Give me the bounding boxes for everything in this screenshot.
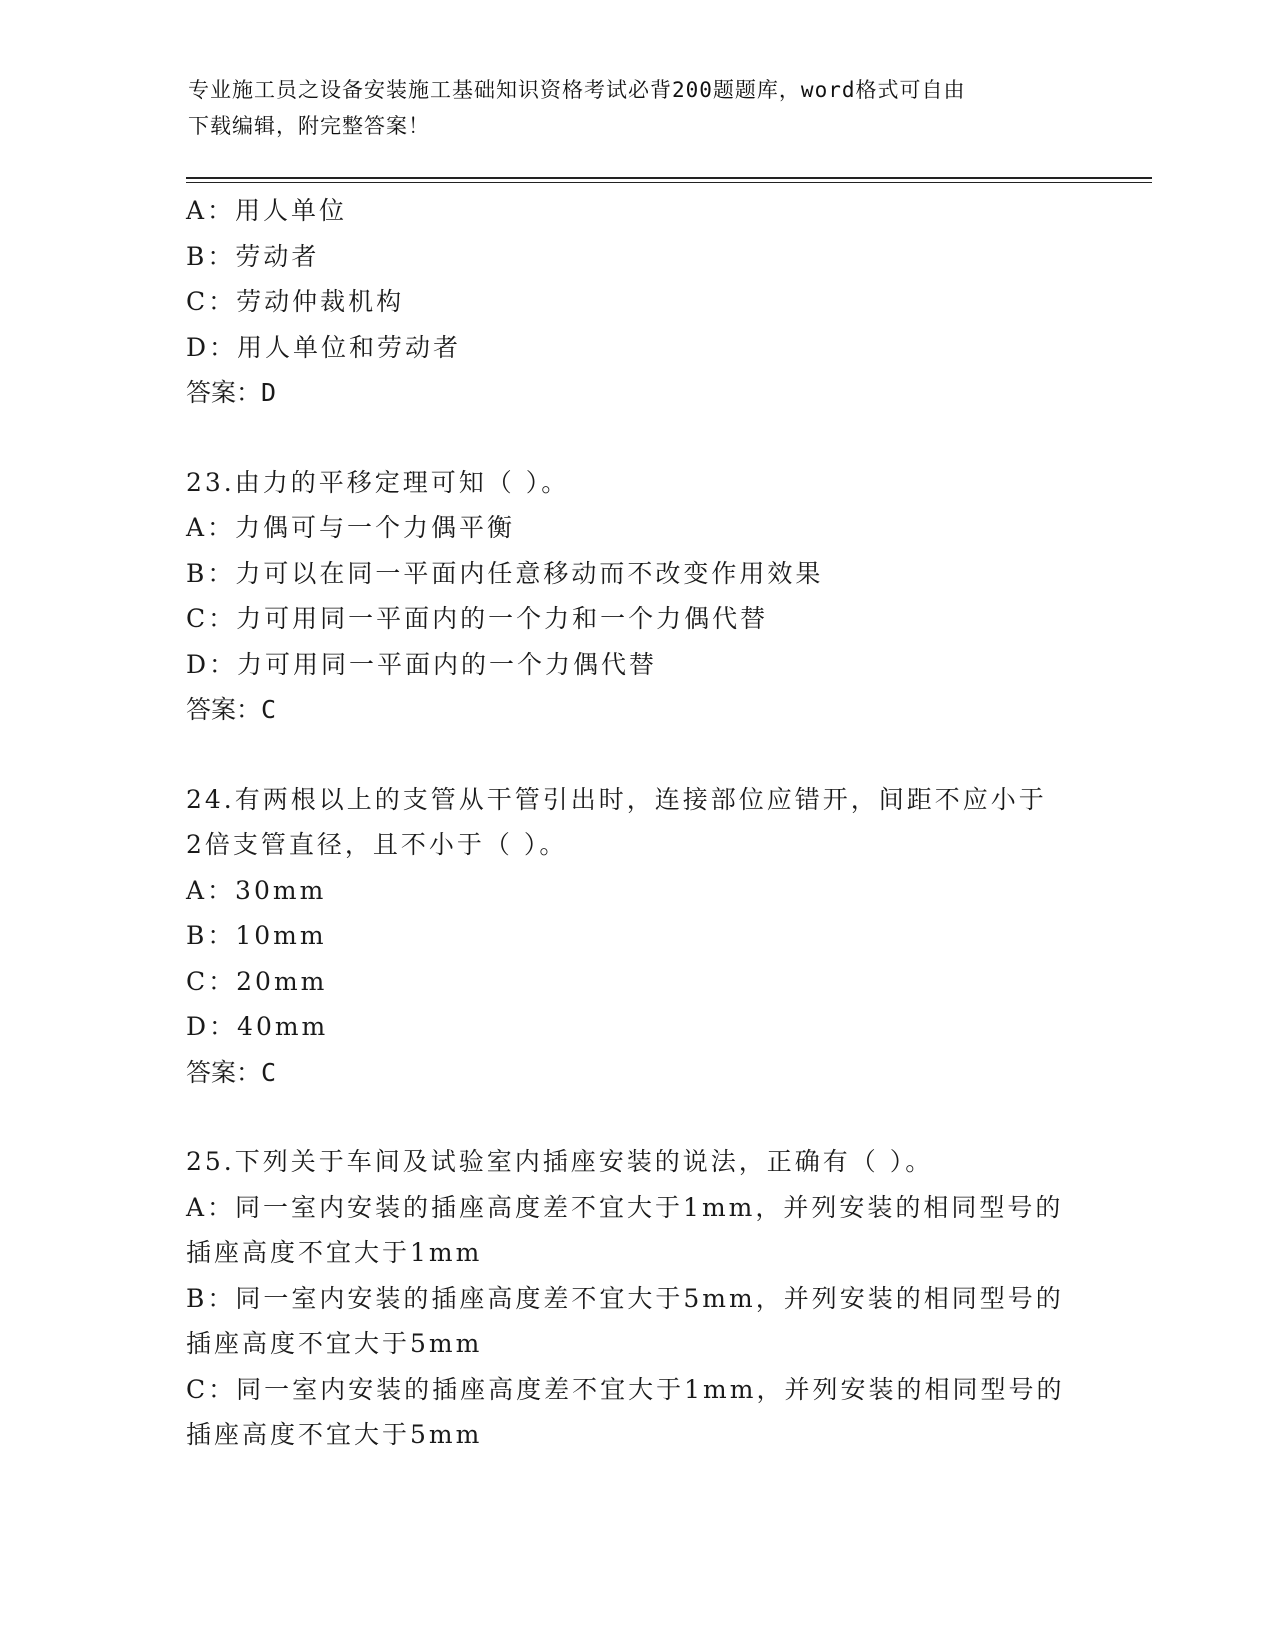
header-divider-thin (186, 182, 1152, 183)
option-b: B：10mm (186, 921, 327, 950)
option-b-line-1: B：同一室内安装的插座高度差不宜大于5mm，并列安装的相同型号的 (186, 1283, 1064, 1313)
option-c: C：力可用同一平面内的一个力和一个力偶代替 (186, 604, 769, 633)
header-line-1: 专业施工员之设备安装施工基础知识资格考试必背200题题库，word格式可自由 (188, 78, 966, 102)
option-d: D：用人单位和劳动者 (186, 332, 462, 362)
option-b-line-2: 插座高度不宜大于5mm (186, 1329, 483, 1358)
option-a-line-2: 插座高度不宜大于1mm (186, 1238, 483, 1267)
option-d: D：40mm (186, 1012, 329, 1041)
answer-line: 答案：C (186, 1057, 277, 1087)
option-a: A：用人单位 (186, 196, 348, 225)
question-text: 23.由力的平移定理可知（ ）。 (186, 467, 570, 497)
question-text-line-1: 24.有两根以上的支管从干管引出时，连接部位应错开，间距不应小于 (186, 784, 1047, 814)
option-a: A：30mm (186, 875, 327, 905)
question-22 (186, 188, 1086, 416)
spacer (186, 1095, 1086, 1139)
option-b: B：劳动者 (186, 241, 320, 271)
option-c-line-1: C：同一室内安装的插座高度差不宜大于1mm，并列安装的相同型号的 (186, 1374, 1065, 1404)
answer-line: 答案：C (186, 695, 277, 724)
question-text-line-2: 2倍支管直径，且不小于（ ）。 (186, 830, 568, 859)
question-23 (186, 460, 1086, 733)
option-a: A：力偶可与一个力偶平衡 (186, 513, 516, 542)
option-c: C：劳动仲裁机构 (186, 287, 405, 316)
header-line-2: 下载编辑，附完整答案！ (188, 114, 430, 138)
spacer (186, 416, 1086, 460)
option-a-line-1: A：同一室内安装的插座高度差不宜大于1mm，并列安装的相同型号的 (186, 1192, 1064, 1222)
option-c-line-2: 插座高度不宜大于5mm (186, 1420, 483, 1449)
header-divider-thick (186, 177, 1152, 179)
option-d: D：力可用同一平面内的一个力偶代替 (186, 649, 658, 679)
answer-line: 答案：D (186, 378, 277, 407)
question-text: 25.下列关于车间及试验室内插座安装的说法，正确有（ ）。 (186, 1147, 934, 1176)
option-b: B：力可以在同一平面内任意移动而不改变作用效果 (186, 558, 824, 588)
spacer (186, 733, 1086, 777)
document-body (186, 188, 1086, 1458)
question-25 (186, 1139, 1086, 1458)
question-24 (186, 777, 1086, 1096)
option-c: C：20mm (186, 966, 328, 996)
document-header (188, 72, 1068, 144)
